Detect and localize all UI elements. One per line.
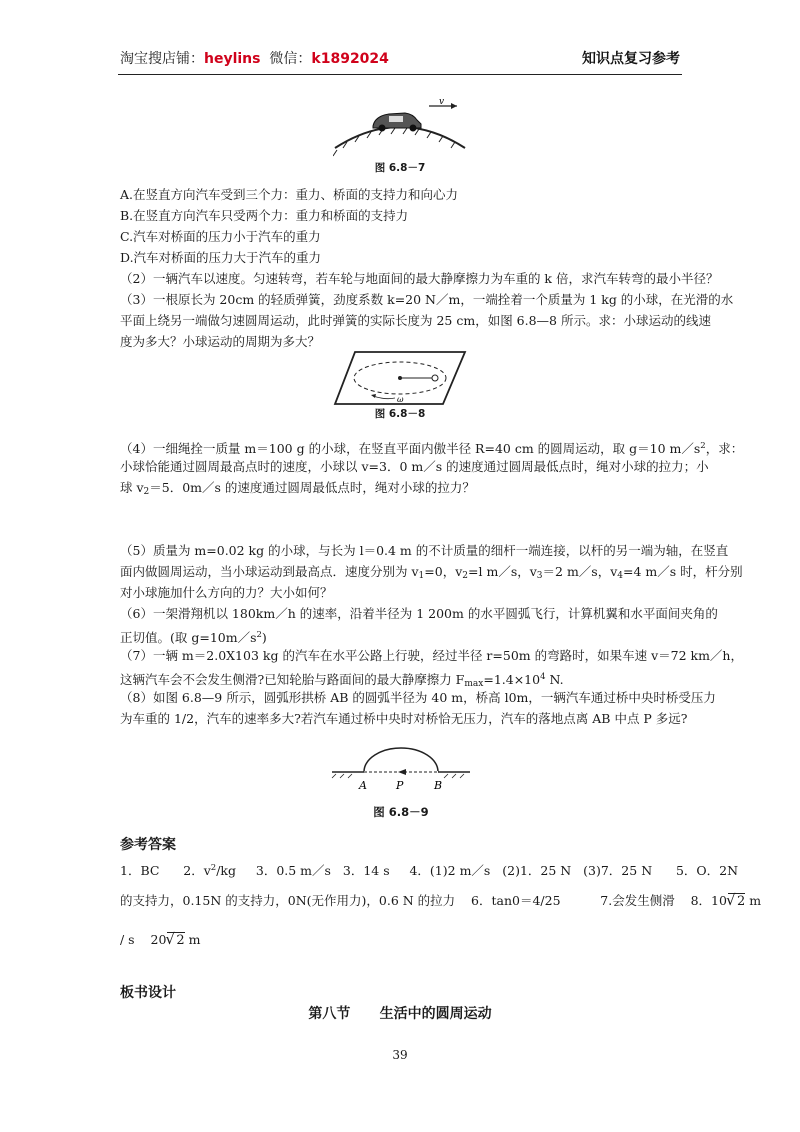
option-b: B.在竖直方向汽车只受两个力：重力和桥面的支持力 [120, 208, 409, 223]
question-5-line-1: （5）质量为 m=0.02 kg 的小球，与长为 l＝0.4 m 的不计质量的细杆一端连接，以杆的另一端为轴，在竖直 [120, 543, 729, 558]
question-3-line-3: 度为多大？小球运动的周期为多大？ [120, 334, 321, 349]
question-4-line-3: 球 $v_2=5$．0m／s 的速度通过圆周最低点时，绳对小球的拉力？ [120, 480, 475, 497]
header-right-title: 知识点复习参考 [582, 51, 680, 67]
question-6-line-1: （6）一架滑翔机以 180km／h 的速率，沿着半径为 1 200m 的水平圆弧飞行，计算机翼和水平面间夹角的 [120, 606, 718, 621]
shop-name: heylins [204, 51, 261, 67]
answers-line-2: 的支持力，0.15N 的支持力，0N(无作用力)，0.6 N 的拉力 6．tan0＝4/25 7.会发生侧滑 8．10√ 2 m [120, 891, 690, 911]
option-a: A.在竖直方向汽车受到三个力：重力、桥面的支持力和向心力 [120, 187, 459, 202]
question-5-line-3: 对小球施加什么方向的力？大小如何？ [120, 585, 333, 600]
option-d: D.汽车对桥面的压力大于汽车的重力 [120, 250, 322, 265]
question-5-line-2: 面内做圆周运动，当小球运动到最高点．速度分别为 $v_1=0$，$v_2=l$ m／s，$v_3=2$ m／s，$v_4=4$ m／s 时，杆分别 [120, 564, 743, 581]
question-3-line-1: （3）一根原长为 20cm 的轻质弹簧，劲度系数 k=20 N／m，一端拴着一个质量为 1 kg 的小球，在光滑的水 [120, 292, 734, 307]
spring-table-diagram [333, 348, 467, 408]
velocity-label: v [439, 98, 445, 107]
question-3-line-2: 平面上绕另一端做匀速圆周运动，此时弹簧的实际长度为 25 cm，如图 6.8—8 所示。求：小球运动的线速 [120, 313, 711, 328]
question-7-line-2: 这辆汽车会不会发生侧滑?已知轮胎与路面间的最大静摩擦力 $F_{max}=1.4\times 10^4$ N. [120, 672, 564, 689]
question-4-line-1: （4）一细绳拴一质量 m＝100 g 的小球，在竖直平面内傲半径 R=40 cm 的圆周运动，取 g＝10 $m/s^2$，求： [120, 441, 744, 456]
point-p-label: P [396, 779, 404, 792]
answers-heading: 参考答案 [120, 837, 176, 853]
wechat-label: 微信： [260, 51, 312, 67]
figure-caption: 图 6.8－8 [374, 408, 426, 420]
shop-label: 淘宝搜店铺： [120, 51, 204, 67]
page-header [118, 44, 682, 75]
figure-6-8-8 [333, 348, 467, 424]
figure-caption: 图 6.8－9 [373, 805, 429, 819]
point-a-label: A [359, 779, 367, 792]
omega-label: ω [397, 395, 404, 404]
figure-6-8-9 [330, 740, 472, 826]
arch-bridge-diagram [330, 740, 472, 800]
question-8-line-2: 为车重的 1/2，汽车的速率多大?若汽车通过桥中央时对桥恰无压力，汽车的落地点离 AB 中点 P 多远? [120, 711, 688, 726]
question-7-line-1: （7）一辆 m＝2.0X103 kg 的汽车在水平公路上行驶，经过半径 r=50m 的弯路时，如果车速 v＝72 km／h， [120, 648, 743, 663]
section-title: 第八节 生活中的圆周运动 [308, 1006, 492, 1022]
figure-caption: 图 6.8－7 [374, 162, 426, 174]
question-2: （2）一辆汽车以速度。匀速转弯，若车轮与地面间的最大静摩擦力为车重的 k 倍，求汽车转弯的最小半径？ [120, 271, 719, 286]
option-c: C.汽车对桥面的压力小于汽车的重力 [120, 229, 321, 244]
car-on-bridge-diagram [333, 98, 467, 160]
question-8-line-1: （8）如图 6.8—9 所示，圆弧形拱桥 AB 的圆弧半径为 40 m，桥高 l0m，一辆汽车通过桥中央时桥受压力 [120, 690, 716, 705]
board-heading: 板书设计 [120, 985, 176, 1001]
figure-6-8-7 [333, 98, 467, 178]
wechat-id: k1892024 [311, 51, 389, 67]
shop-info [120, 48, 389, 68]
answers-line-1: 1．BC 2．$v^2/kg$ 3．0.5 m／s 3．14 s 4．(1)2 m／s (2)1．25 N (3)7．25 N 5．O．2N [120, 863, 739, 878]
point-b-label: B [434, 779, 443, 792]
question-4-line-2: 小球恰能通过圆周最高点时的速度，小球以 v=3．0 m／s 的速度通过圆周最低点时，绳对小球的拉力；小 [120, 459, 709, 474]
answers-line-3: / s 20√ 2 m [120, 930, 690, 950]
page-number: 39 [392, 1048, 408, 1062]
question-6-line-2: 正切值。(取 $g=10m/s^2$) [120, 630, 267, 645]
